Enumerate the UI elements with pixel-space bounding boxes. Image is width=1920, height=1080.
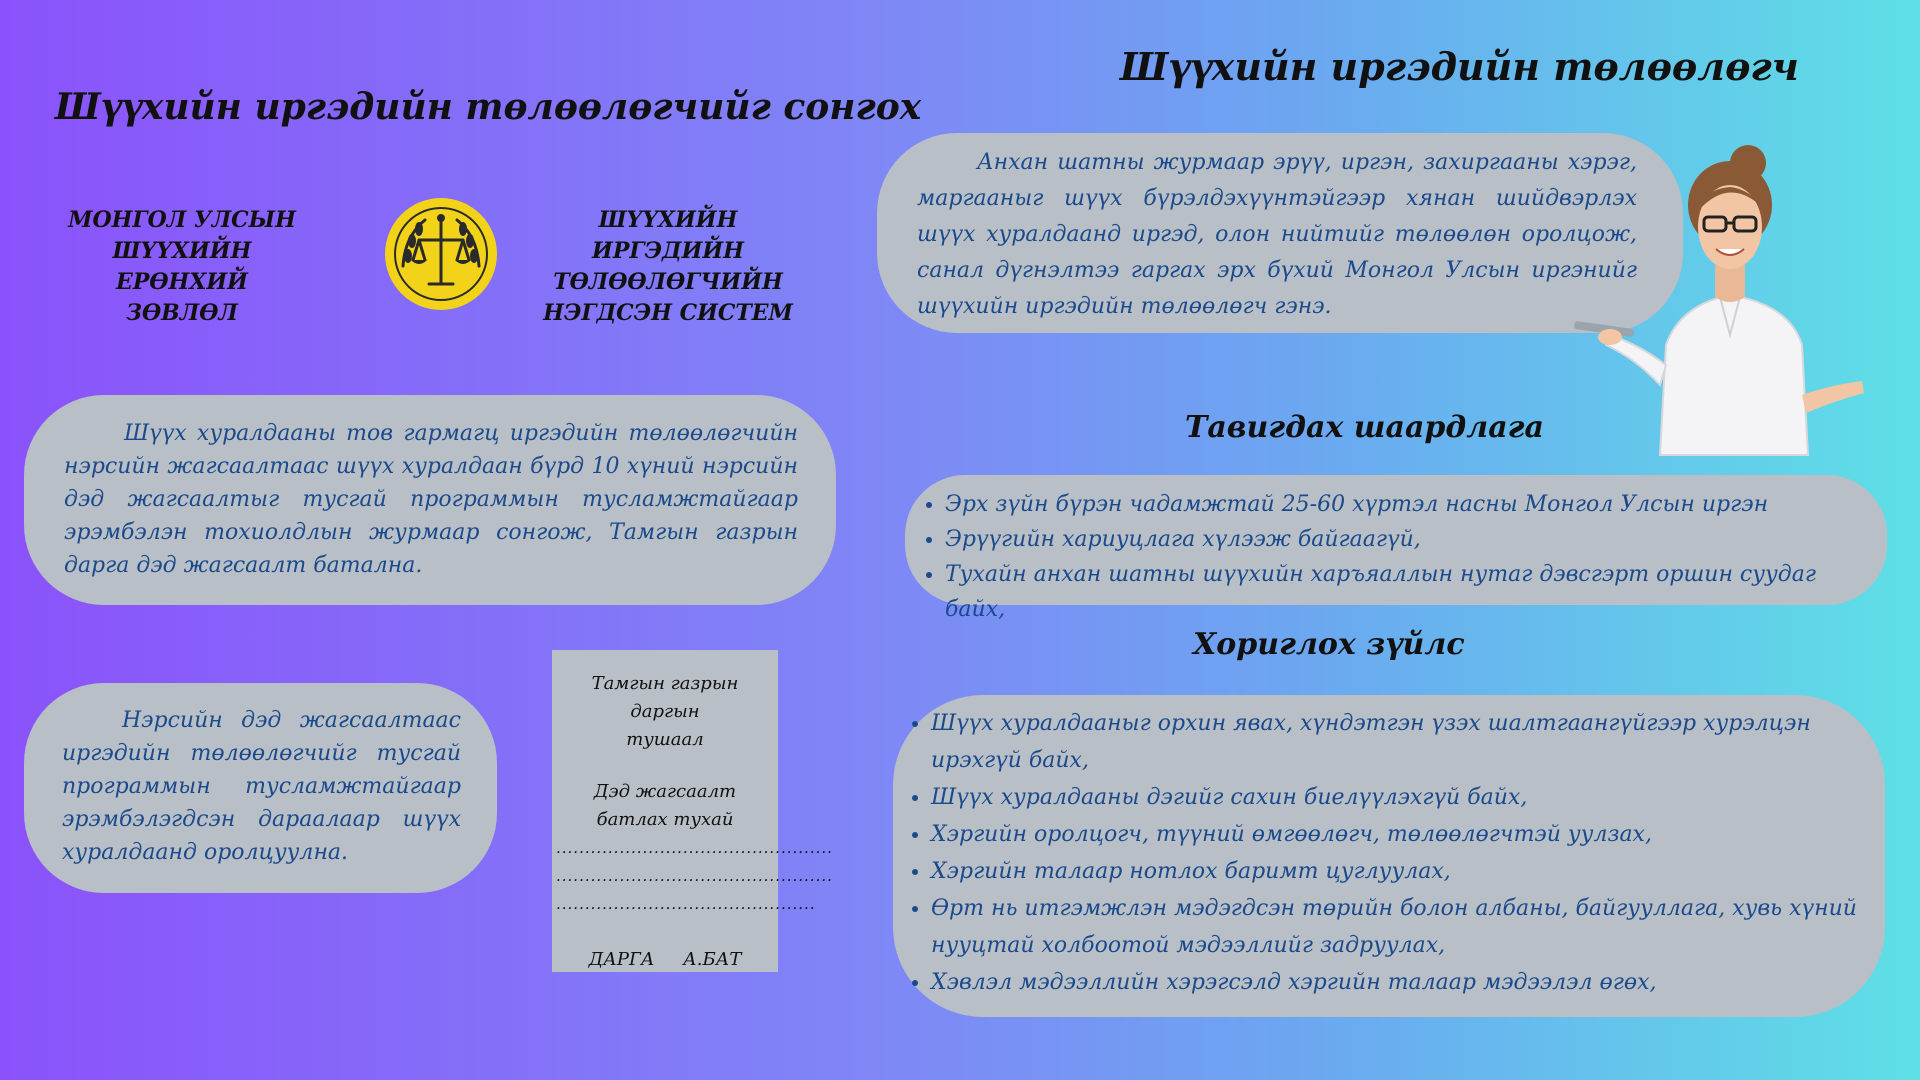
- requirements-title: Тавигдах шаардлага: [1185, 410, 1544, 445]
- order-line-3: Дэд жагсаалт: [593, 781, 737, 802]
- prohibited-item: • Шүүх хуралдааны дэгийг сахин биелүүлэхгүй байх,: [931, 779, 1859, 816]
- definition-box: [877, 133, 1683, 333]
- order-line-1: Тамгын газрын даргын: [591, 673, 739, 722]
- requirement-item: • Эрх зүйн бүрэн чадамжтай 25-60 хүртэл насны Монгол Улсын иргэн: [945, 487, 1867, 522]
- order-dots-3: .............................................: [556, 895, 816, 913]
- participation-box: [24, 683, 497, 893]
- prohibited-item: • Хэргийн талаар нотлох баримт цуглуулах,: [931, 853, 1859, 890]
- requirements-list: [915, 487, 1867, 627]
- prohibited-item: • Шүүх хуралдааныг орхин явах, хүндэтгэн үзэх шалтгаангүйгээр хурэлцэн ирэхгүй байх,: [931, 705, 1859, 779]
- requirement-item: • Эрүүгийн хариуцлага хүлээж байгаагүй,: [945, 522, 1867, 557]
- prohibited-item: • Хэргийн оролцогч, түүний өмгөөлөгч, төлөөлөгчтэй уулзах,: [931, 816, 1859, 853]
- director-order-document: [552, 650, 833, 972]
- definition-text: Анхан шатны журмаар эрүү, иргэн, захиргааны хэрэг, маргааныг шүүх бүрэлдэхүүнтэйгээр хянан шийдвэрлэх шүүх хуралдаанд иргэд, олон нийтийг төлөөлөн оролцож, санал дүгнэлтээ гаргах эрх бүхий Монгол Улсын иргэнийг шүүхийн иргэдийн төлөөлөгч гэнэ.: [917, 150, 1637, 319]
- order-dots-2: ................................................: [556, 867, 833, 885]
- left-title: Шүүхийн иргэдийн төлөөлөгчийг сонгох: [55, 86, 922, 128]
- prohibited-title: Хориглох зүйлс: [1193, 627, 1465, 662]
- presenter-woman-icon: [1580, 145, 1880, 455]
- order-line-4: батлах тухай: [596, 809, 734, 830]
- requirement-item: • Тухайн анхан шатны шүүхийн харъяаллын нутаг дэвсгэрт оршин суудаг байх,: [945, 557, 1867, 627]
- order-line-2: тушаал: [626, 729, 704, 750]
- prohibited-item: • Хэвлэл мэдээллийн хэрэгсэлд хэргийн талаар мэдээлэл өгөх,: [931, 964, 1859, 1001]
- participation-text: Нэрсийн дэд жагсаалтаас иргэдийн төлөөлөгчийг тусгай программын тусламжтайгаар эрэмбэлэгдсэн дараалаар шүүх хуралдаанд оролцуулна.: [62, 708, 461, 865]
- scales-of-justice-icon: [383, 196, 499, 312]
- org-right-label: ШҮҮХИЙН ИРГЭДИЙН ТӨЛӨӨЛӨГЧИЙН НЭГДСЭН СИСТЕМ: [543, 207, 793, 326]
- selection-process-text: Шүүх хуралдааны тов гармагц иргэдийн төлөөлөгчийн нэрсийн жагсаалтаас шүүх хуралдаан бүрд 10 хүний нэрсийн дэд жагсаалтыг тусгай программын тусламжтайгаар эрэмбэлэн тохиолдлын журмаар сонгож, Тамгын газрын дарга дэд жагсаалт батална.: [64, 421, 798, 578]
- prohibited-item: • Өрт нь итгэмжлэн мэдэгдсэн төрийн болон албаны, байгууллага, хувь хүний нууцтай холбоотой мэдээллийг задруулах,: [931, 890, 1859, 964]
- order-dots-1: ................................................: [556, 839, 833, 857]
- requirements-box: [905, 475, 1887, 622]
- prohibited-list: [901, 705, 1859, 1001]
- org-left-label: МОНГОЛ УЛСЫН ШҮҮХИЙН ЕРӨНХИЙ ЗӨВЛӨЛ: [68, 207, 296, 326]
- selection-process-box: [24, 395, 836, 605]
- right-title: Шүүхийн иргэдийн төлөөлөгч: [1120, 44, 1799, 89]
- order-signature: ДАРГА А.БАТ: [588, 949, 742, 970]
- prohibited-box: [893, 695, 1885, 1017]
